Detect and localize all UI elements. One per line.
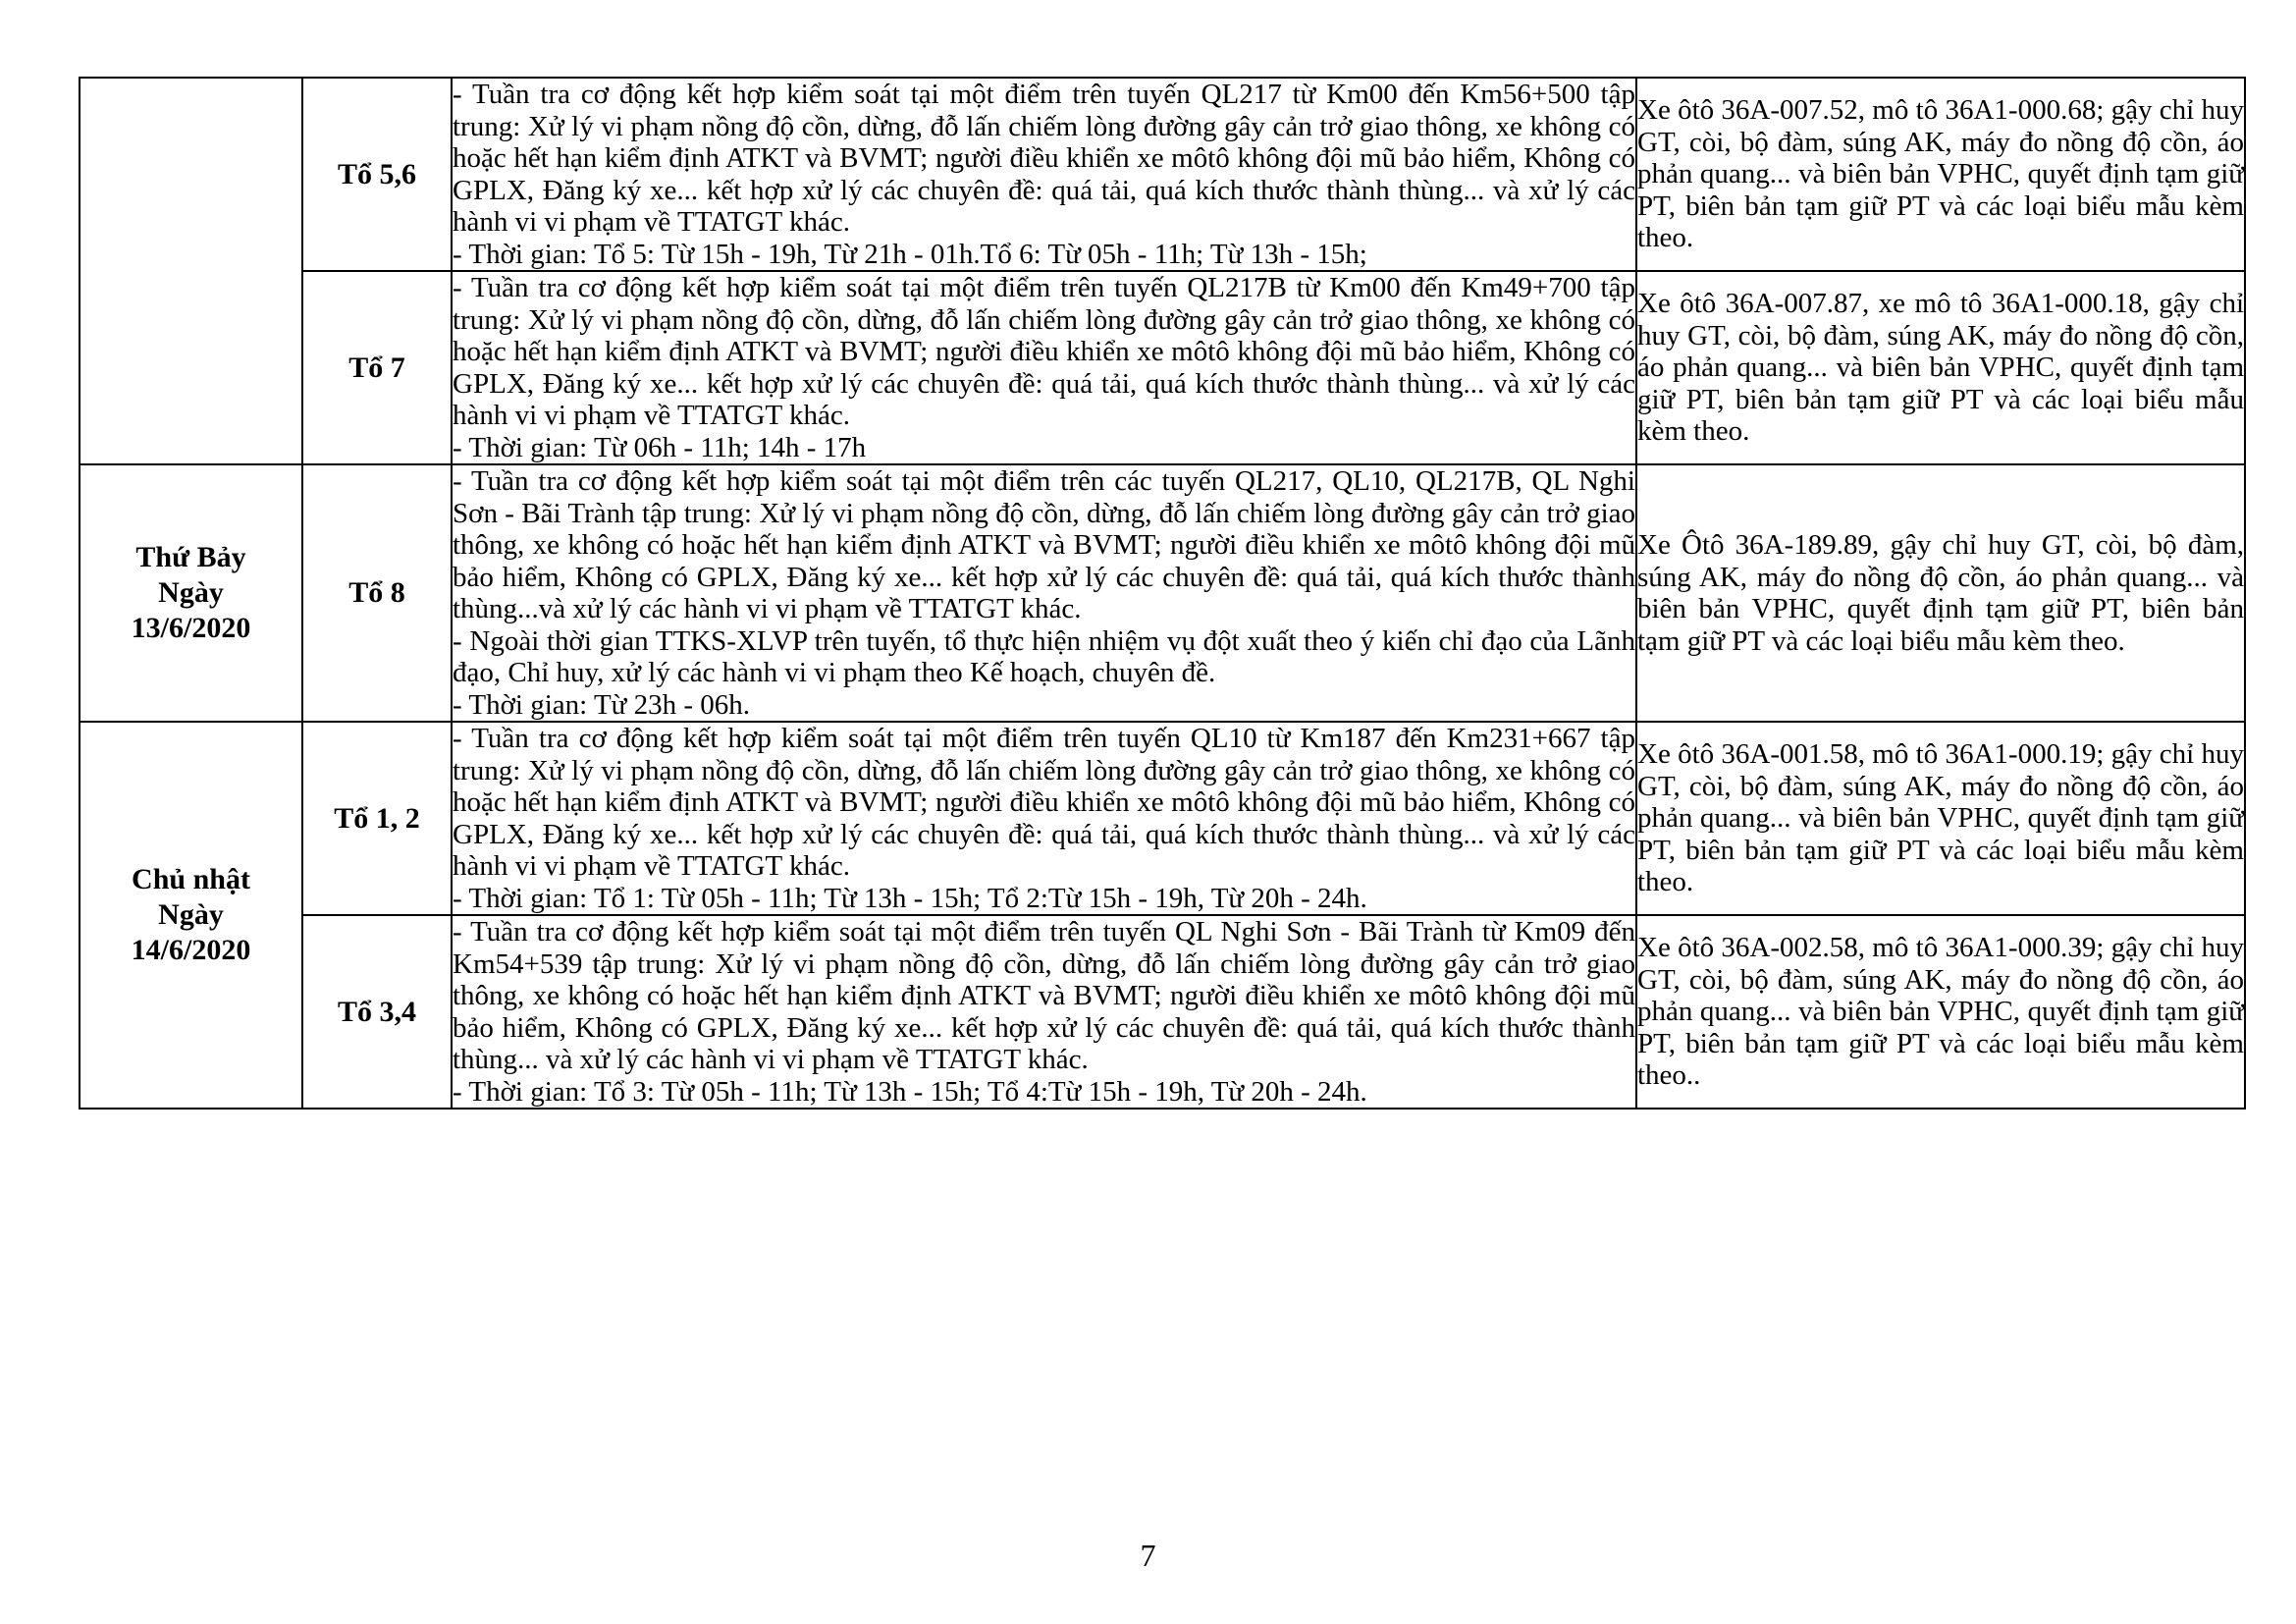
team-cell: Tổ 5,6 — [302, 78, 452, 271]
task-description: - Tuần tra cơ động kết hợp kiểm soát tại một điểm trên tuyến QL Nghi Sơn - Bãi Trành từ Km09 đến Km54+539 tập trung: Xử lý vi phạm nồng độ cồn, dừng, đỗ lấn chiếm lòng đường gây cản trở giao thông, xe không có hoặc hết hạn kiểm định ATKT và BVMT; người điều khiển xe môtô không đội mũ bảo hiểm, Không có GPLX, Đăng ký xe... kết hợp xử lý các chuyên đề: quá tải, quá kích thước thành thùng... và xử lý các hành vi vi phạm về TTATGT khác. — [453, 916, 1635, 1075]
page-number: 7 — [1140, 1538, 1156, 1573]
day-cell — [80, 464, 302, 722]
task-note: - Ngoài thời gian TTKS-XLVP trên tuyến, tổ thực hiện nhiệm vụ đột xuất theo ý kiến chỉ đạo của Lãnh đạo, Chỉ huy, xử lý các hành vi vi phạm theo Kế hoạch, chuyên đề. — [453, 624, 1635, 688]
task-cell — [452, 915, 1636, 1109]
task-cell — [452, 464, 1636, 722]
task-time: - Thời gian: Tổ 3: Từ 05h - 11h; Từ 13h - 15h; Tổ 4:Từ 15h - 19h, Từ 20h - 24h. — [453, 1075, 1367, 1108]
team-cell: Tổ 1, 2 — [302, 722, 452, 915]
day-date: 13/6/2020 — [131, 612, 251, 644]
day-cell — [80, 722, 302, 1109]
task-cell — [452, 722, 1636, 915]
day-name: Thứ Bảy — [135, 541, 246, 573]
task-cell — [452, 271, 1636, 464]
task-description: - Tuần tra cơ động kết hợp kiểm soát tại một điểm trên tuyến QL10 từ Km187 đến Km231+667 tập trung: Xử lý vi phạm nồng độ cồn, dừng, đỗ lấn chiếm lòng đường gây cản trở giao thông, xe không có hoặc hết hạn kiểm định ATKT và BVMT; người điều khiển xe môtô không đội mũ bảo hiểm, Không có GPLX, Đăng ký xe... kết hợp xử lý các chuyên đề: quá tải, quá kích thước thành thùng... và xử lý các hành vi vi phạm về TTATGT khác. — [453, 723, 1635, 882]
day-date: 14/6/2020 — [131, 934, 251, 966]
task-time: - Thời gian: Từ 23h - 06h. — [453, 688, 751, 721]
task-time: - Thời gian: Từ 06h - 11h; 14h - 17h — [453, 431, 867, 463]
team-cell: Tổ 7 — [302, 271, 452, 464]
equipment-cell: Xe ôtô 36A-001.58, mô tô 36A1-000.19; gậy chỉ huy GT, còi, bộ đàm, súng AK, máy đo nồng độ cồn, áo phản quang... và biên bản VPHC, quyết định tạm giữ PT, biên bản tạm giữ PT và các loại biểu mẫu kèm theo. — [1636, 722, 2245, 915]
task-cell — [452, 78, 1636, 271]
table-row — [80, 78, 2245, 271]
table-row — [80, 271, 2245, 464]
task-time: - Thời gian: Tổ 5: Từ 15h - 19h, Từ 21h - 01h.Tổ 6: Từ 05h - 11h; Từ 13h - 15h; — [453, 238, 1367, 270]
task-description: - Tuần tra cơ động kết hợp kiểm soát tại một điểm trên tuyến QL217B từ Km00 đến Km49+700 tập trung: Xử lý vi phạm nồng độ cồn, dừng, đỗ lấn chiếm lòng đường gây cản trở giao thông, xe không có hoặc hết hạn kiểm định ATKT và BVMT; người điều khiển xe môtô không đội mũ bảo hiểm, Không có GPLX, Đăng ký xe... kết hợp xử lý các chuyên đề: quá tải, quá kích thước thành thùng... và xử lý các hành vi vi phạm về TTATGT khác. — [453, 272, 1635, 431]
table-row — [80, 722, 2245, 915]
task-description: - Tuần tra cơ động kết hợp kiểm soát tại một điểm trên tuyến QL217 từ Km00 đến Km56+500 tập trung: Xử lý vi phạm nồng độ cồn, dừng, đỗ lấn chiếm lòng đường gây cản trở giao thông, xe không có hoặc hết hạn kiểm định ATKT và BVMT; người điều khiển xe môtô không đội mũ bảo hiểm, Không có GPLX, Đăng ký xe... kết hợp xử lý các chuyên đề: quá tải, quá kích thước thành thùng... và xử lý các hành vi vi phạm về TTATGT khác. — [453, 79, 1635, 238]
day-label: Ngày — [158, 576, 224, 609]
day-label: Ngày — [158, 898, 224, 931]
table-row — [80, 464, 2245, 722]
equipment-cell: Xe ôtô 36A-007.52, mô tô 36A1-000.68; gậy chỉ huy GT, còi, bộ đàm, súng AK, máy đo nồng độ cồn, áo phản quang... và biên bản VPHC, quyết định tạm giữ PT, biên bản tạm giữ PT và các loại biểu mẫu kèm theo. — [1636, 78, 2245, 271]
day-name: Chủ nhật — [132, 863, 250, 895]
task-description: - Tuần tra cơ động kết hợp kiểm soát tại một điểm trên các tuyến QL217, QL10, QL217B, QL Nghi Sơn - Bãi Trành tập trung: Xử lý vi phạm nồng độ cồn, dừng, đỗ lấn chiếm lòng đường gây cản trở giao thông, xe không có hoặc hết hạn kiểm định ATKT và BVMT; người điều khiển xe môtô không đội mũ bảo hiểm, Không có GPLX, Đăng ký xe... kết hợp xử lý các chuyên đề: quá tải, quá kích thước thành thùng...và xử lý các hành vi vi phạm về TTATGT khác. — [453, 465, 1635, 624]
day-cell-continued — [80, 78, 302, 464]
schedule-table — [79, 77, 2246, 1110]
team-cell: Tổ 8 — [302, 464, 452, 722]
task-time: - Thời gian: Tổ 1: Từ 05h - 11h; Từ 13h - 15h; Tổ 2:Từ 15h - 19h, Từ 20h - 24h. — [453, 882, 1367, 914]
table-row — [80, 915, 2245, 1109]
equipment-cell: Xe ôtô 36A-002.58, mô tô 36A1-000.39; gậy chỉ huy GT, còi, bộ đàm, súng AK, máy đo nồng độ cồn, áo phản quang... và biên bản VPHC, quyết định tạm giữ PT, biên bản tạm giữ PT và các loại biểu mẫu kèm theo.. — [1636, 915, 2245, 1109]
equipment-cell: Xe ôtô 36A-007.87, xe mô tô 36A1-000.18, gậy chỉ huy GT, còi, bộ đàm, súng AK, máy đo nồng độ cồn, áo phản quang... và biên bản VPHC, quyết định tạm giữ PT, biên bản tạm giữ PT và các loại biểu mẫu kèm theo. — [1636, 271, 2245, 464]
team-cell: Tổ 3,4 — [302, 915, 452, 1109]
equipment-cell: Xe Ôtô 36A-189.89, gậy chỉ huy GT, còi, bộ đàm, súng AK, máy đo nồng độ cồn, áo phản quang... và biên bản VPHC, quyết định tạm giữ PT, biên bản tạm giữ PT và các loại biểu mẫu kèm theo. — [1636, 464, 2245, 722]
